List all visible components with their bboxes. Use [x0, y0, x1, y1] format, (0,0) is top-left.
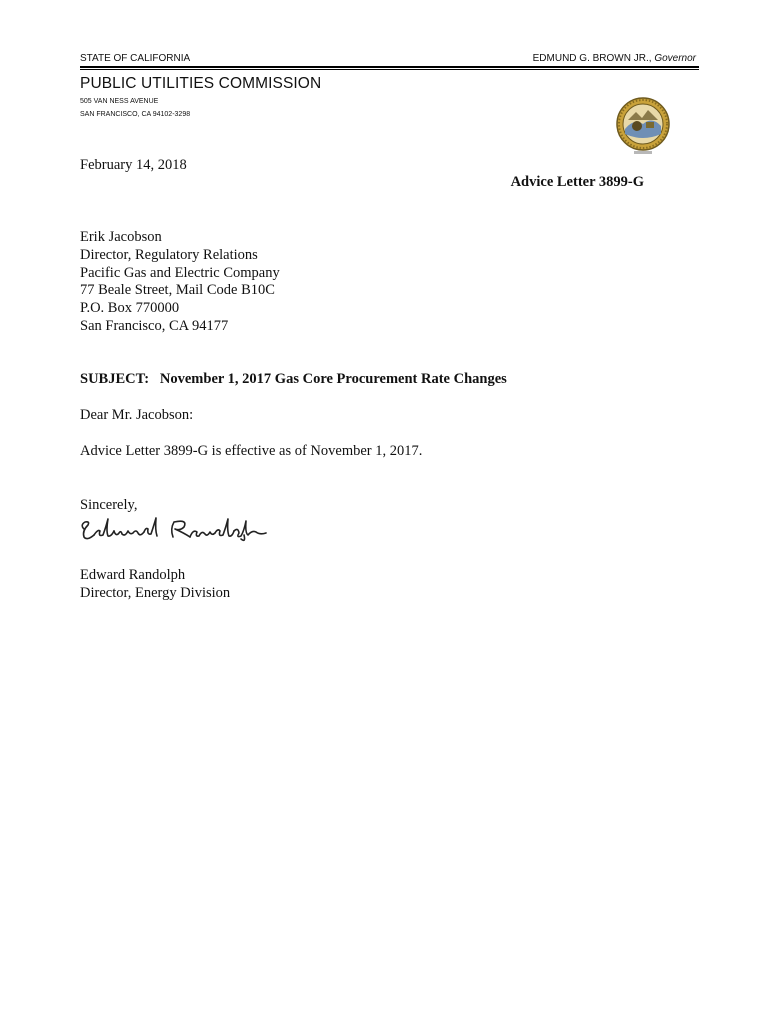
state-seal-icon	[614, 96, 672, 158]
letterhead-rule-thin	[80, 69, 699, 70]
addressee-name: Erik Jacobson	[80, 229, 162, 245]
addressee-street: 77 Beale Street, Mail Code B10C	[80, 282, 275, 299]
advice-letter-reference: Advice Letter 3899-G	[510, 174, 644, 190]
agency-name: PUBLIC UTILITIES COMMISSION	[80, 75, 322, 92]
signer-title: Director, Energy Division	[80, 584, 231, 601]
subject-line: SUBJECT: November 1, 2017 Gas Core Procurement Rate Changes	[80, 371, 507, 387]
agency-address-line1: 505 VAN NESS AVENUE	[80, 98, 159, 105]
greeting: Dear Mr. Jacobson:	[80, 407, 194, 423]
governor-title: Governor	[654, 53, 696, 64]
agency-address-line2: SAN FRANCISCO, CA 94102-3298	[80, 111, 191, 118]
signer-block	[80, 567, 230, 603]
letter-body: Advice Letter 3899-G is effective as of November 1, 2017.	[80, 443, 423, 459]
addressee-po-box: P.O. Box 770000	[80, 300, 180, 317]
letterhead-top	[80, 53, 696, 67]
letter-date: February 14, 2018	[80, 157, 187, 173]
addressee-block	[80, 229, 280, 336]
addressee-city: San Francisco, CA 94177	[80, 317, 229, 334]
addressee-title: Director, Regulatory Relations	[80, 246, 258, 263]
state-name: STATE OF CALIFORNIA	[80, 53, 191, 64]
letterhead-rule-thick	[80, 66, 699, 68]
handwritten-signature	[78, 515, 273, 545]
governor-line	[533, 53, 696, 64]
closing: Sincerely,	[80, 497, 138, 513]
addressee-company: Pacific Gas and Electric Company	[80, 264, 280, 281]
governor-name: EDMUND G. BROWN JR.,	[532, 53, 655, 64]
signer-name: Edward Randolph	[80, 567, 186, 583]
